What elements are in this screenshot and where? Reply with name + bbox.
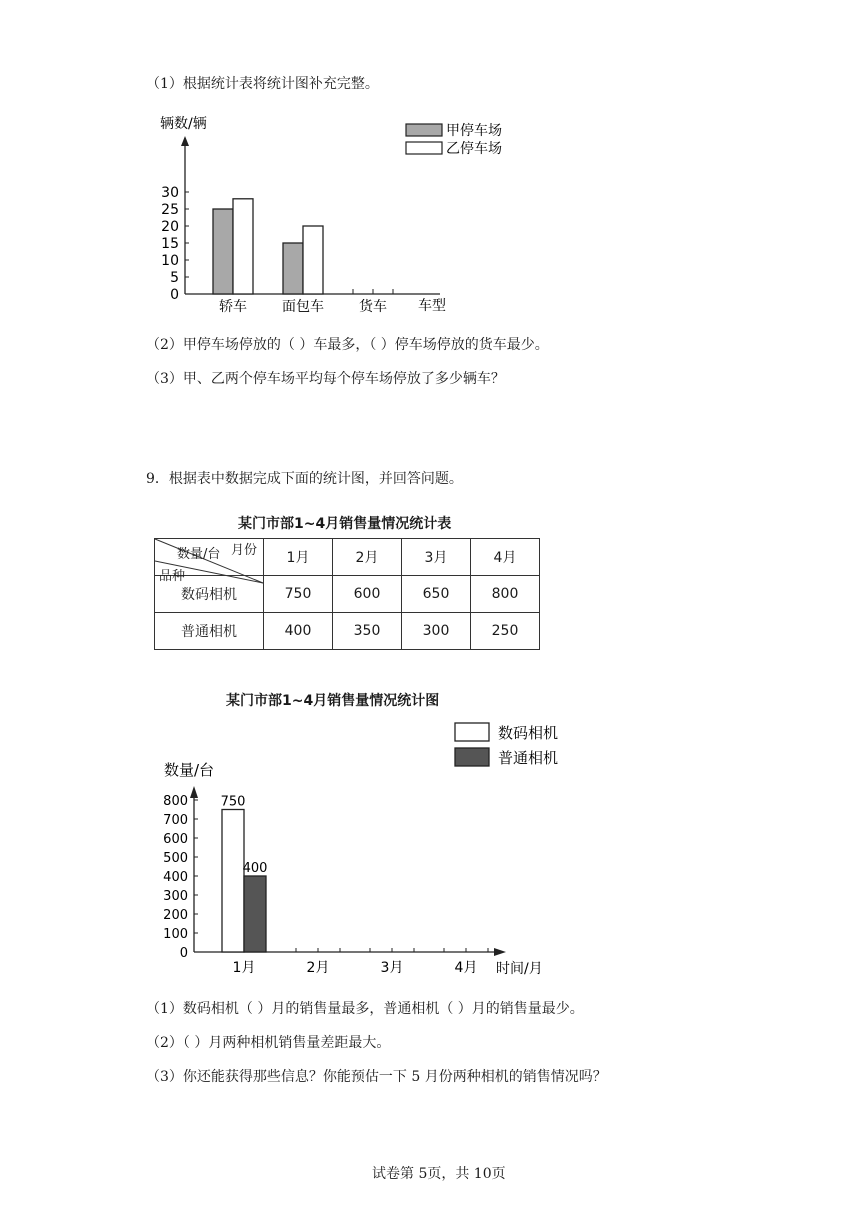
sales-bar-chart bbox=[150, 718, 590, 980]
table-row-label: 数码相机 bbox=[155, 576, 264, 613]
legend-swatch bbox=[406, 124, 442, 136]
y-tick-label: 15 bbox=[161, 236, 179, 252]
legend-swatch bbox=[406, 142, 442, 154]
legend-swatch bbox=[455, 723, 489, 741]
bar bbox=[303, 226, 323, 294]
q8-part1: （1）根据统计表将统计图补充完整。 bbox=[146, 76, 379, 92]
y-tick-label: 25 bbox=[161, 202, 179, 218]
y-tick-label: 400 bbox=[163, 870, 188, 885]
bar bbox=[244, 876, 266, 952]
bar bbox=[213, 209, 233, 294]
table-month-header: 4月 bbox=[471, 539, 540, 576]
y-tick-label: 300 bbox=[163, 889, 188, 904]
q8-part3: （3）甲、乙两个停车场平均每个停车场停放了多少辆车？ bbox=[146, 371, 505, 387]
table-header-row bbox=[155, 539, 540, 576]
category-label: 轿车 bbox=[219, 299, 247, 315]
chart2-xlabel: 时间/月 bbox=[496, 961, 543, 977]
q9-part2: （2）（ ）月两种相机销售量差距最大。 bbox=[146, 1035, 391, 1051]
bar-value-label: 750 bbox=[220, 794, 246, 810]
legend-label: 数码相机 bbox=[498, 724, 559, 742]
chart2-ylabel: 数量/台 bbox=[164, 761, 215, 779]
y-axis-arrow bbox=[181, 136, 189, 146]
y-tick-label: 20 bbox=[161, 219, 179, 235]
table-cell: 300 bbox=[402, 613, 471, 650]
sales-table-title: 某门市部1~4月销售量情况统计表 bbox=[238, 516, 452, 532]
y-tick-label: 5 bbox=[170, 270, 179, 286]
y-tick-label: 0 bbox=[170, 287, 179, 303]
legend-swatch bbox=[455, 748, 489, 766]
bar bbox=[283, 243, 303, 294]
corner-month-label: 月份 bbox=[231, 543, 258, 558]
table-cell: 800 bbox=[471, 576, 540, 613]
legend-label: 甲停车场 bbox=[446, 123, 502, 139]
table-cell: 400 bbox=[264, 613, 333, 650]
y-tick-label: 700 bbox=[163, 813, 188, 828]
sales-chart-title: 某门市部1~4月销售量情况统计图 bbox=[226, 693, 440, 709]
table-month-header: 1月 bbox=[264, 539, 333, 576]
page-footer: 试卷第 5页，共 10页 bbox=[372, 1166, 506, 1182]
category-label: 1月 bbox=[232, 960, 256, 976]
y-tick-label: 100 bbox=[163, 927, 188, 942]
y-tick-label: 10 bbox=[161, 253, 179, 269]
table-cell: 750 bbox=[264, 576, 333, 613]
y-tick-label: 500 bbox=[163, 851, 188, 866]
table-corner-cell bbox=[155, 539, 264, 584]
category-label: 货车 bbox=[359, 299, 387, 315]
table-cell: 350 bbox=[333, 613, 402, 650]
category-label: 2月 bbox=[306, 960, 330, 976]
legend-label: 普通相机 bbox=[498, 749, 559, 767]
y-tick-label: 200 bbox=[163, 908, 188, 923]
table-row-label: 普通相机 bbox=[155, 613, 264, 650]
table-month-header: 2月 bbox=[333, 539, 402, 576]
legend-label: 乙停车场 bbox=[446, 141, 502, 157]
y-tick-label: 600 bbox=[163, 832, 188, 847]
chart1-xlabel: 车型 bbox=[418, 298, 446, 314]
table-cell: 250 bbox=[471, 613, 540, 650]
y-tick-label: 30 bbox=[161, 185, 179, 201]
q9-part3: （3）你还能获得那些信息？你能预估一下 5 月份两种相机的销售情况吗？ bbox=[146, 1069, 607, 1085]
table-cell: 650 bbox=[402, 576, 471, 613]
bar bbox=[233, 199, 253, 294]
q9-prompt: 9．根据表中数据完成下面的统计图，并回答问题。 bbox=[146, 471, 463, 487]
y-tick-label: 0 bbox=[179, 946, 188, 961]
parking-bar-chart bbox=[150, 108, 502, 318]
x-axis-arrow bbox=[494, 948, 506, 956]
q9-part1: （1）数码相机（ ）月的销售量最多，普通相机（ ）月的销售量最少。 bbox=[146, 1001, 584, 1017]
category-label: 4月 bbox=[454, 960, 478, 976]
corner-quantity-label: 数量/台 bbox=[177, 547, 221, 562]
y-axis-arrow bbox=[190, 786, 198, 798]
table-cell: 600 bbox=[333, 576, 402, 613]
table-row bbox=[155, 613, 540, 650]
bar-value-label: 400 bbox=[242, 861, 268, 876]
category-label: 3月 bbox=[380, 960, 404, 976]
q8-part2: （2）甲停车场停放的（ ）车最多，（ ）停车场停放的货车最少。 bbox=[146, 337, 549, 353]
bar bbox=[222, 810, 244, 953]
chart1-ylabel: 辆数/辆 bbox=[160, 116, 207, 132]
corner-variety-label: 品种 bbox=[159, 569, 186, 584]
table-month-header: 3月 bbox=[402, 539, 471, 576]
category-label: 面包车 bbox=[282, 299, 324, 315]
y-tick-label: 800 bbox=[163, 794, 188, 809]
sales-table bbox=[154, 538, 540, 650]
